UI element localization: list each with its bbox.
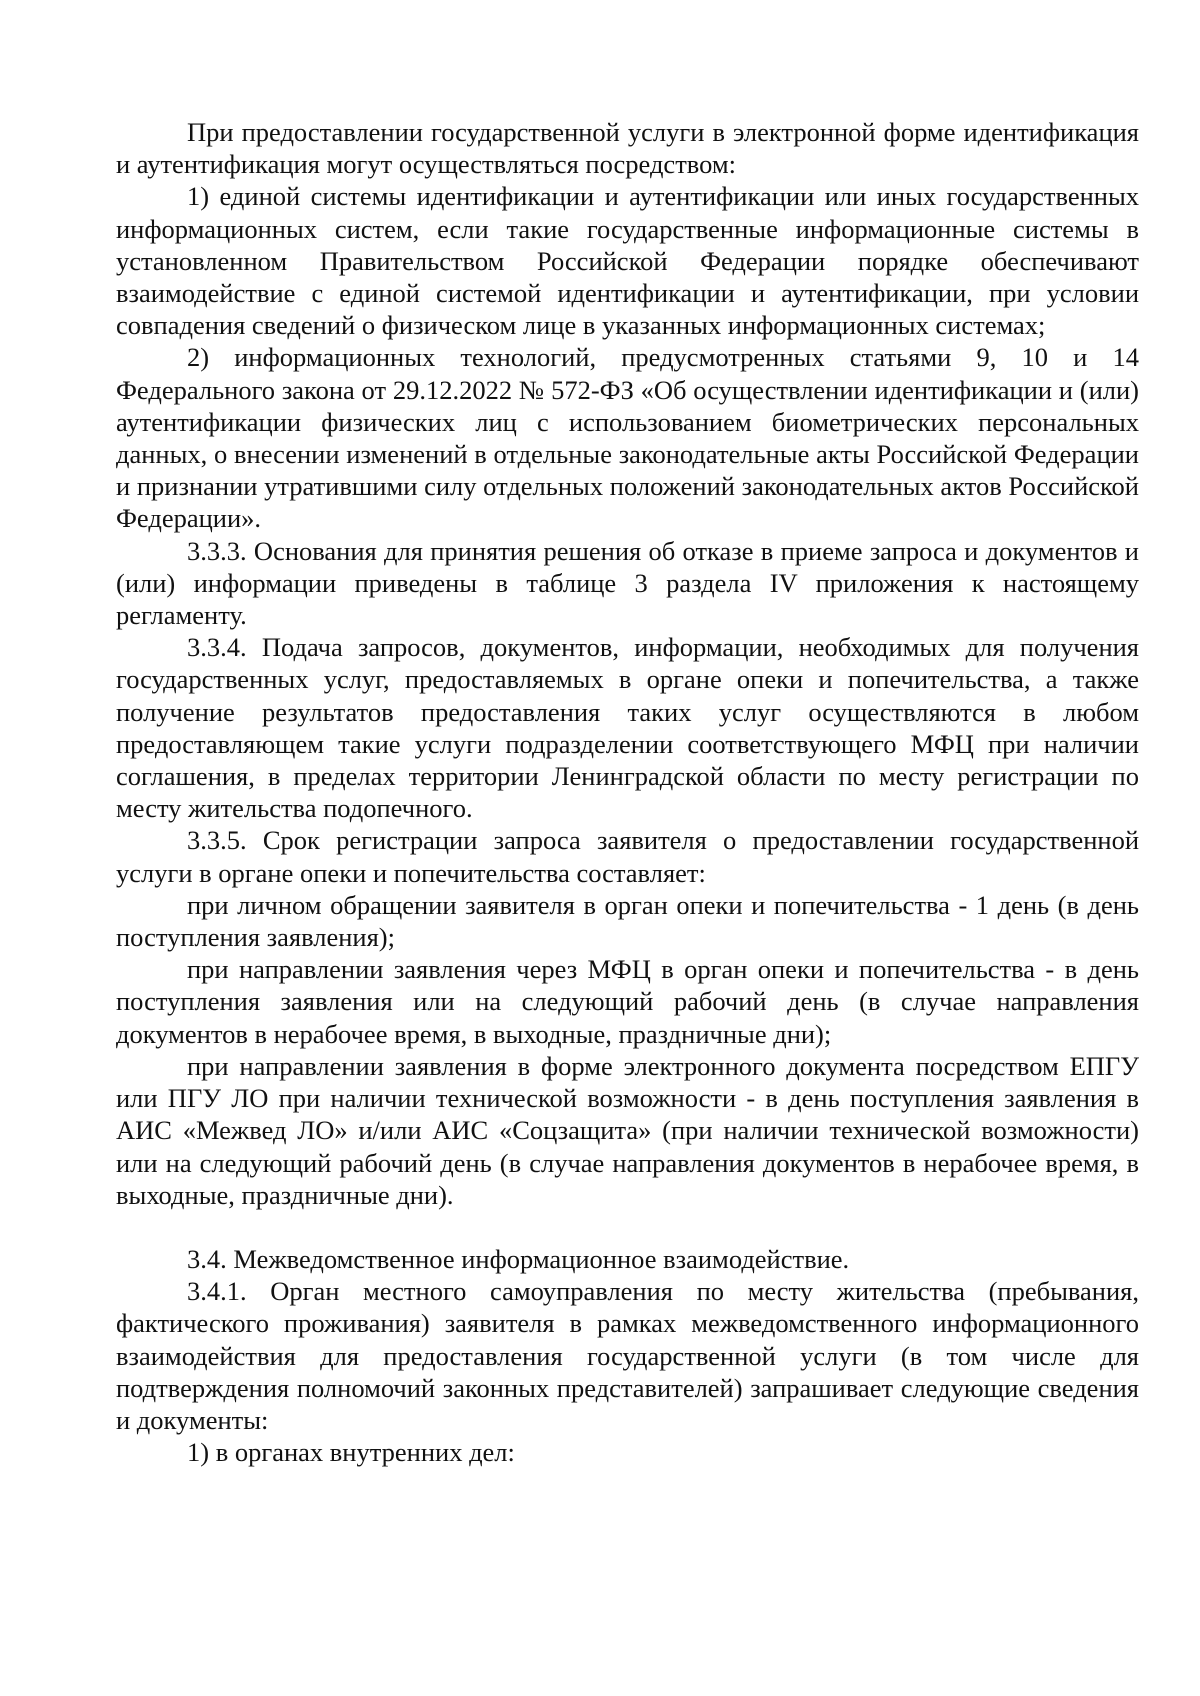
paragraph-3-3-5: 3.3.5. Срок регистрации запроса заявителя о предоставлении государственной услуги в органе опеки и попечительства составляет: [116,825,1139,888]
paragraph-3-3-3: 3.3.3. Основания для принятия решения об отказе в приеме запроса и документов и (или) информации приведены в таблице 3 раздела IV приложения к настоящему регламенту. [116,535,1139,631]
paragraph-personal-visit: при личном обращении заявителя в орган опеки и попечительства - 1 день (в день поступления заявления); [116,889,1139,953]
section-heading-3-4: 3.4. Межведомственное информационное взаимодействие. [187,1243,850,1274]
paragraph-3-3-4: 3.3.4. Подача запросов, документов, информации, необходимых для получения государственных услуг, предоставляемых в органе опеки и попечительства, а также получение результатов предоставления таких услуг осуществляются в любом предоставляющем такие услуги подразделении соответствующего МФЦ при наличии соглашения, в пределах территории Ленинградской области по месту регистрации по месту жительства подопечного. [116,632,1139,824]
paragraph-via-mfc: при направлении заявления через МФЦ в орган опеки и попечительства - в день поступления заявления или на следующий рабочий день (в случае направления документов в нерабочее время, в выходные, праздничные дни); [116,954,1139,1049]
paragraph-electronic-submission: при направлении заявления в форме электронного документа посредством ЕПГУ или ПГУ ЛО при наличии технической возможности - в день поступления заявления в АИС «Межвед ЛО» и/или АИС «Соцзащита» (при наличии технической возможности) или на следующий рабочий день (в случае направления документов в нерабочее время, в выходные, праздничные дни). [116,1050,1139,1210]
paragraph-3-4-1: 3.4.1. Орган местного самоуправления по месту жительства (пребывания, фактического проживания) заявителя в рамках межведомственного информационного взаимодействия для предоставления государственной услуги (в том числе для подтверждения полномочий законных представителей) запрашивает следующие сведения и документы: [116,1276,1139,1435]
section-spacer [116,1211,1139,1243]
paragraph-electronic-identification: При предоставлении государственной услуги в электронной форме идентификация и аутентификация могут осуществляться посредством: [116,117,1139,180]
paragraph-item-1-internal-affairs: 1) в органах внутренних дел: [187,1437,515,1468]
paragraph-item-2-biometric-law: 2) информационных технологий, предусмотренных статьями 9, 10 и 14 Федерального закона от 29.12.2022 № 572-ФЗ «Об осуществлении идентификации и (или) аутентификации физических лиц с использованием биометрических персональных данных, о внесении изменений в отдельные законодательные акты Российской Федерации и признании утратившими силу отдельных положений законодательных актов Российской Федерации». [116,342,1139,534]
paragraph-item-1-unified-system: 1) единой системы идентификации и аутентификации или иных государственных информационных систем, если такие государственные информационные системы в установленном Правительством Российской Федерации порядке обеспечивают взаимодействие с единой системой идентификации и аутентификации, при условии совпадения сведений о физическом лице в указанных информационных системах; [116,181,1139,341]
document-body [116,116,1139,1468]
